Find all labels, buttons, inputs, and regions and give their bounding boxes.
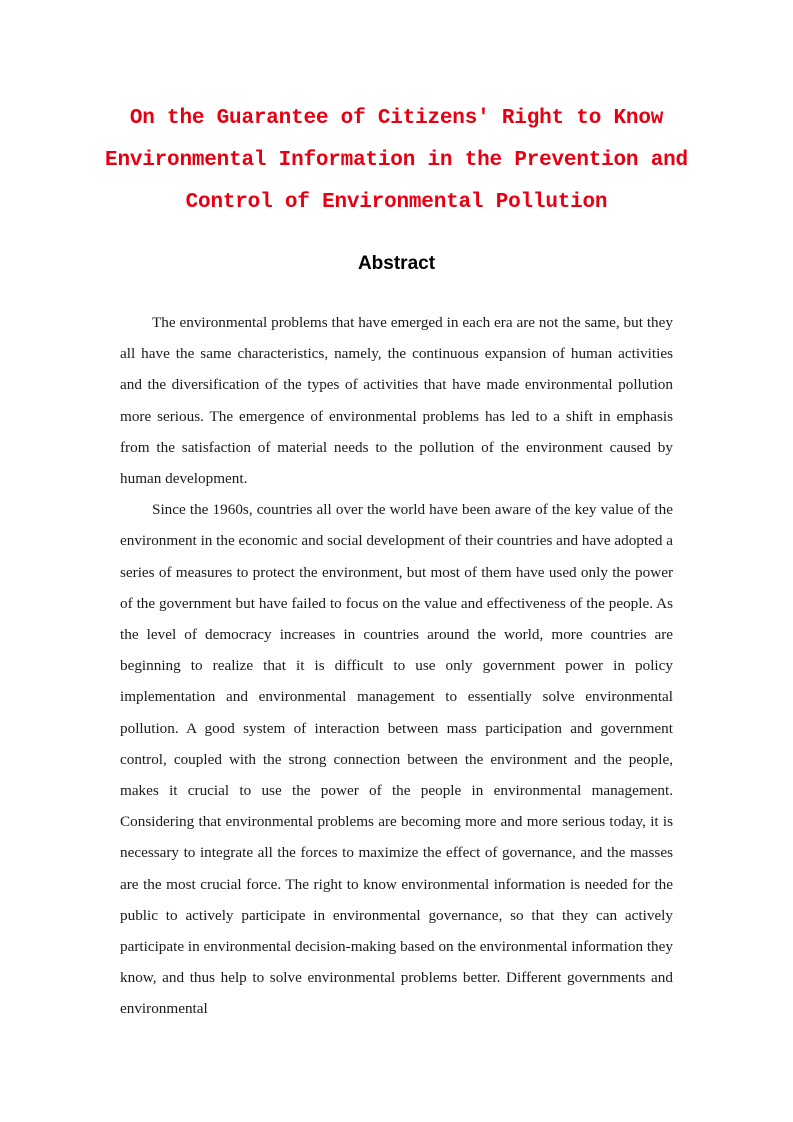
abstract-heading: Abstract (357, 253, 436, 274)
title-line-1: On the Guarantee of Citizens' Right to Know (129, 107, 664, 130)
title-line-3: Control of Environmental Pollution (185, 191, 608, 214)
paragraph-2: Since the 1960s, countries all over the world have been aware of the key value of the environment in the economic and social development of their countries and have adopted a series of measures to protect the environment, but most of them have used only the power of the government but have failed to focus on the value and effectiveness of the people. As the level of democracy increases in countries around the world, more countries are beginning to realize that it is difficult to use only government power in policy implementation and environmental management to essentially solve environmental pollution. A good system of interaction between mass participation and government control, coupled with the strong connection between the environment and the people, makes it crucial to use the power of the people in environmental management. Considering that environmental problems are becoming more and more serious today, it is necessary to integrate all the forces to maximize the effect of governance, and the masses are the most crucial force. The right to know environmental information is needed for the public to actively participate in environmental governance, so that they can actively participate in environmental decision-making based on the environmental information they know, and thus help to solve environmental problems better. Different governments and environmental (120, 501, 673, 1018)
title-line-2: Environmental Information in the Prevention and (105, 149, 688, 172)
paragraph-1: The environmental problems that have emerged in each era are not the same, but they all have the same characteristics, namely, the continuous expansion of human activities and the diversification of the types of activities that have made environmental pollution more serious. The emergence of environmental problems has led to a shift in emphasis from the satisfaction of material needs to the pollution of the environment caused by human development. (120, 314, 673, 488)
document-title (100, 98, 693, 224)
abstract-body (120, 307, 673, 1025)
